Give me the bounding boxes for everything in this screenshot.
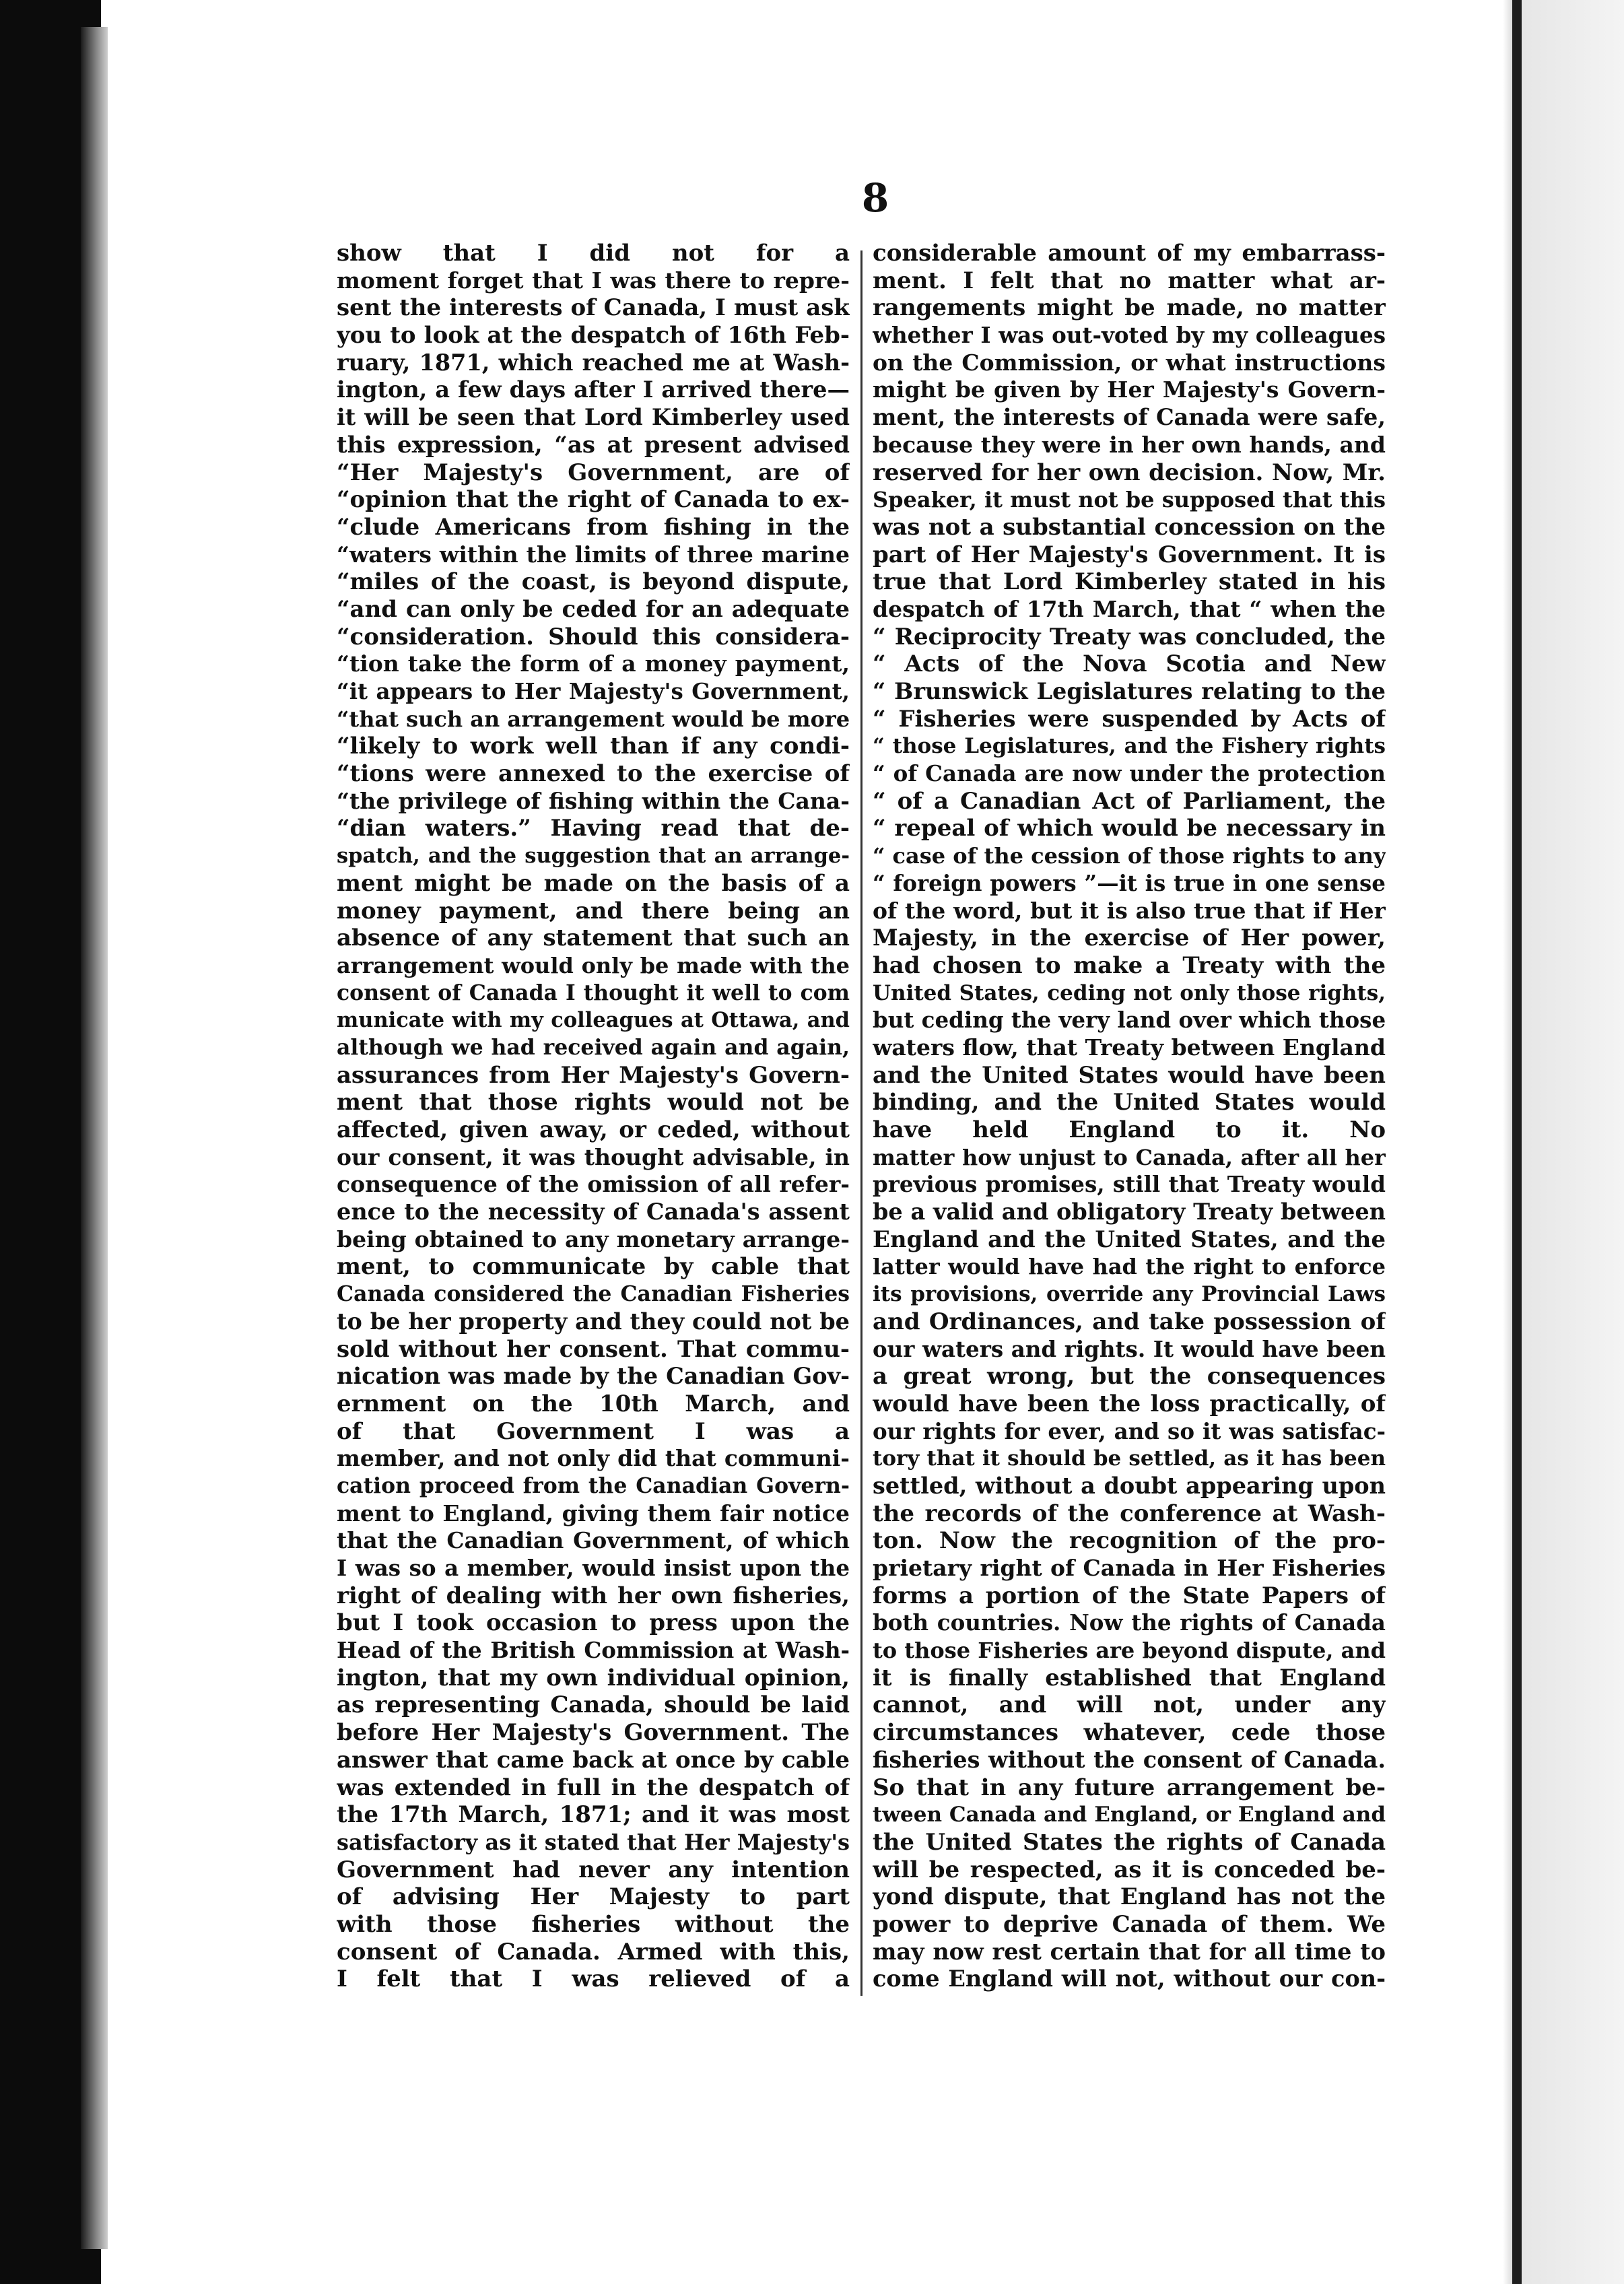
text-line: assurances from Her Majesty's Govern-	[337, 1061, 850, 1089]
text-line: I was so a member, would insist upon the	[337, 1555, 850, 1581]
text-line: the United States the rights of Canada	[873, 1828, 1386, 1856]
text-line: but ceding the very land over which those	[873, 1007, 1386, 1034]
text-line: ington, that my own individual opinion,	[337, 1664, 850, 1691]
text-line: fisheries without the consent of Canada.	[873, 1746, 1386, 1773]
text-line: was extended in full in the despatch of	[337, 1774, 850, 1801]
text-line: but I took occasion to press upon the	[337, 1609, 850, 1637]
scan-edge-right-line	[1512, 0, 1522, 2284]
text-line: you to look at the despatch of 16th Feb-	[337, 322, 850, 349]
text-line: sold without her consent. That commu-	[337, 1335, 850, 1363]
text-line: absence of any statement that such an	[337, 925, 850, 952]
text-line: may now rest certain that for all time to	[873, 1938, 1386, 1965]
text-line: whether I was out-voted by my colleagues	[873, 322, 1386, 349]
text-line: satisfactory as it stated that Her Majesty's	[337, 1829, 850, 1855]
text-line: and Ordinances, and take possession of	[873, 1308, 1386, 1335]
text-line: “clude Americans from fishing in the	[337, 513, 850, 541]
text-line: “miles of the coast, is beyond dispute,	[337, 568, 850, 596]
text-line: to those Fisheries are beyond dispute, and	[873, 1638, 1386, 1664]
text-line: consent of Canada. Armed with this,	[337, 1938, 850, 1966]
text-line: “ Acts of the Nova Scotia and New	[873, 650, 1386, 678]
text-line: “that such an arrangement would be more	[337, 706, 850, 732]
text-line: cannot, and will not, under any	[873, 1691, 1386, 1719]
text-line: “and can only be ceded for an adequate	[337, 595, 850, 623]
text-line: the records of the conference at Wash-	[873, 1500, 1386, 1527]
text-line: arrangement would only be made with the	[337, 952, 850, 978]
text-line: answer that came back at once by cable	[337, 1746, 850, 1774]
text-line: that the Canadian Government, of which	[337, 1527, 850, 1554]
text-line: “ Brunswick Legislatures relating to the	[873, 678, 1386, 704]
text-line: our consent, it was thought advisable, in	[337, 1143, 850, 1170]
text-line: and the United States would have been	[873, 1061, 1386, 1089]
text-line: ernment on the 10th March, and	[337, 1390, 850, 1417]
text-line: “ of Canada are now under the protection	[873, 760, 1386, 787]
right-column	[873, 240, 1386, 1993]
text-line: would have been the loss practically, of	[873, 1390, 1386, 1417]
text-line: reserved for her own decision. Now, Mr.	[873, 459, 1386, 486]
text-line: despatch of 17th March, that “ when the	[873, 595, 1386, 622]
text-line: Majesty, in the exercise of Her power,	[873, 925, 1386, 952]
scan-edge-left-shadow	[81, 27, 108, 2249]
text-line: consequence of the omission of all refer-	[337, 1171, 850, 1198]
text-line: moment forget that I was there to repre-	[337, 267, 850, 294]
text-line: “dian waters.” Having read that de-	[337, 815, 850, 842]
text-line: considerable amount of my embarrass-	[873, 240, 1386, 267]
text-line: “ repeal of which would be necessary in	[873, 815, 1386, 842]
text-line: right of dealing with her own fisheries,	[337, 1582, 850, 1609]
text-line: ment might be made on the basis of a	[337, 869, 850, 897]
text-line: true that Lord Kimberley stated in his	[873, 568, 1386, 596]
text-line: previous promises, still that Treaty would	[873, 1171, 1386, 1198]
text-line: tween Canada and England, or England and	[873, 1803, 1386, 1827]
text-line: ment that those rights would not be	[337, 1089, 850, 1116]
text-line: tory that it should be settled, as it has been	[873, 1446, 1386, 1471]
text-line: will be respected, as it is conceded be-	[873, 1856, 1386, 1883]
text-line: forms a portion of the State Papers of	[873, 1582, 1386, 1609]
text-line: circumstances whatever, cede those	[873, 1719, 1386, 1747]
text-line: “ foreign powers ”—it is true in one sense	[873, 869, 1386, 896]
text-line: be a valid and obligatory Treaty between	[873, 1199, 1386, 1225]
text-line: money payment, and there being an	[337, 897, 850, 925]
text-line: “it appears to Her Majesty's Government,	[337, 678, 850, 704]
text-line: cation proceed from the Canadian Govern-	[337, 1473, 850, 1498]
text-line: with those fisheries without the	[337, 1910, 850, 1938]
text-line: it is finally established that England	[873, 1664, 1386, 1691]
text-line: “ of a Canadian Act of Parliament, the	[873, 787, 1386, 815]
text-line: “tions were annexed to the exercise of	[337, 760, 850, 788]
text-line: yond dispute, that England has not the	[873, 1883, 1386, 1911]
text-line: matter how unjust to Canada, after all her	[873, 1144, 1386, 1170]
text-line: “the privilege of fishing within the Cana-	[337, 787, 850, 814]
text-line: our waters and rights. It would have been	[873, 1335, 1386, 1362]
text-line: before Her Majesty's Government. The	[337, 1719, 850, 1747]
text-line: “likely to work well than if any condi-	[337, 733, 850, 760]
text-line: consent of Canada I thought it well to com	[337, 980, 850, 1005]
text-line: affected, given away, or ceded, without	[337, 1116, 850, 1143]
text-line: “Her Majesty's Government, are of	[337, 459, 850, 486]
text-line: of advising Her Majesty to part	[337, 1883, 850, 1911]
text-line: on the Commission, or what instructions	[873, 349, 1386, 376]
text-line: the 17th March, 1871; and it was most	[337, 1801, 850, 1829]
text-line: of the word, but it is also true that if Her	[873, 897, 1386, 924]
text-line: its provisions, override any Provincial Laws	[873, 1282, 1386, 1307]
text-line: power to deprive Canada of them. We	[873, 1910, 1386, 1938]
text-line: United States, ceding not only those rights,	[873, 980, 1386, 1005]
left-column	[337, 240, 850, 1993]
text-line: come England will not, without our con-	[873, 1966, 1386, 1992]
text-line: “tion take the form of a money payment,	[337, 650, 850, 677]
text-line: ruary, 1871, which reached me at Wash-	[337, 349, 850, 376]
text-line: this expression, “as at present advised	[337, 431, 850, 459]
text-line: “ case of the cession of those rights to any	[873, 843, 1386, 869]
text-line: show that I did not for a	[337, 240, 850, 267]
text-line: might be given by Her Majesty's Govern-	[873, 376, 1386, 403]
text-line: I felt that I was relieved of a	[337, 1966, 850, 1993]
text-line: “opinion that the right of Canada to ex-	[337, 486, 850, 514]
text-line: member, and not only did that communi-	[337, 1445, 850, 1472]
column-divider	[860, 250, 862, 1996]
text-line: ington, a few days after I arrived there—	[337, 376, 850, 403]
text-line: “consideration. Should this considera-	[337, 623, 850, 650]
text-line: ment, the interests of Canada were safe,	[873, 404, 1386, 431]
text-line: prietary right of Canada in Her Fisheries	[873, 1555, 1386, 1581]
text-line: ence to the necessity of Canada's assent	[337, 1199, 850, 1225]
text-line: although we had received again and again,	[337, 1034, 850, 1060]
text-line: ton. Now the recognition of the pro-	[873, 1527, 1386, 1555]
text-line: latter would have had the right to enforce	[873, 1254, 1386, 1280]
text-line: it will be seen that Lord Kimberley used	[337, 404, 850, 431]
text-line: being obtained to any monetary arrange-	[337, 1225, 850, 1252]
text-line: binding, and the United States would	[873, 1089, 1386, 1116]
text-line: spatch, and the suggestion that an arrange-	[337, 844, 850, 869]
text-line: had chosen to make a Treaty with the	[873, 951, 1386, 979]
text-line: municate with my colleagues at Ottawa, and	[337, 1008, 850, 1033]
text-line: “waters within the limits of three marine	[337, 541, 850, 568]
text-line: both countries. Now the rights of Canada	[873, 1609, 1386, 1636]
text-line: “ those Legislatures, and the Fishery rights	[873, 734, 1386, 759]
text-line: Head of the British Commission at Wash-	[337, 1637, 850, 1664]
text-line: waters flow, that Treaty between England	[873, 1034, 1386, 1061]
text-line: rangements might be made, no matter	[873, 294, 1386, 322]
text-line: to be her property and they could not be	[337, 1308, 850, 1335]
text-line: as representing Canada, should be laid	[337, 1691, 850, 1719]
text-line: part of Her Majesty's Government. It is	[873, 541, 1386, 568]
text-line: Speaker, it must not be supposed that this	[873, 487, 1386, 513]
text-line: ment, to communicate by cable that	[337, 1253, 850, 1281]
text-line: ment to England, giving them fair notice	[337, 1500, 850, 1526]
scan-edge-right	[1522, 0, 1624, 2284]
text-line: sent the interests of Canada, I must ask	[337, 294, 850, 322]
text-line: of that Government I was a	[337, 1417, 850, 1445]
text-line: have held England to it. No	[873, 1116, 1386, 1143]
text-line: because they were in her own hands, and	[873, 431, 1386, 458]
text-line: “ Fisheries were suspended by Acts of	[873, 705, 1386, 733]
text-line: settled, without a doubt appearing upon	[873, 1472, 1386, 1499]
text-line: ment. I felt that no matter what ar-	[873, 267, 1386, 294]
text-line: Government had never any intention	[337, 1856, 850, 1883]
text-line: So that in any future arrangement be-	[873, 1774, 1386, 1801]
text-line: Canada considered the Canadian Fisheries	[337, 1281, 850, 1307]
text-line: a great wrong, but the consequences	[873, 1363, 1386, 1390]
text-line: England and the United States, and the	[873, 1225, 1386, 1253]
text-line: our rights for ever, and so it was satisfac-	[873, 1417, 1386, 1444]
text-line: nication was made by the Canadian Gov-	[337, 1363, 850, 1390]
text-line: “ Reciprocity Treaty was concluded, the	[873, 623, 1386, 650]
page-number: 8	[861, 175, 889, 221]
text-line: was not a substantial concession on the	[873, 513, 1386, 541]
